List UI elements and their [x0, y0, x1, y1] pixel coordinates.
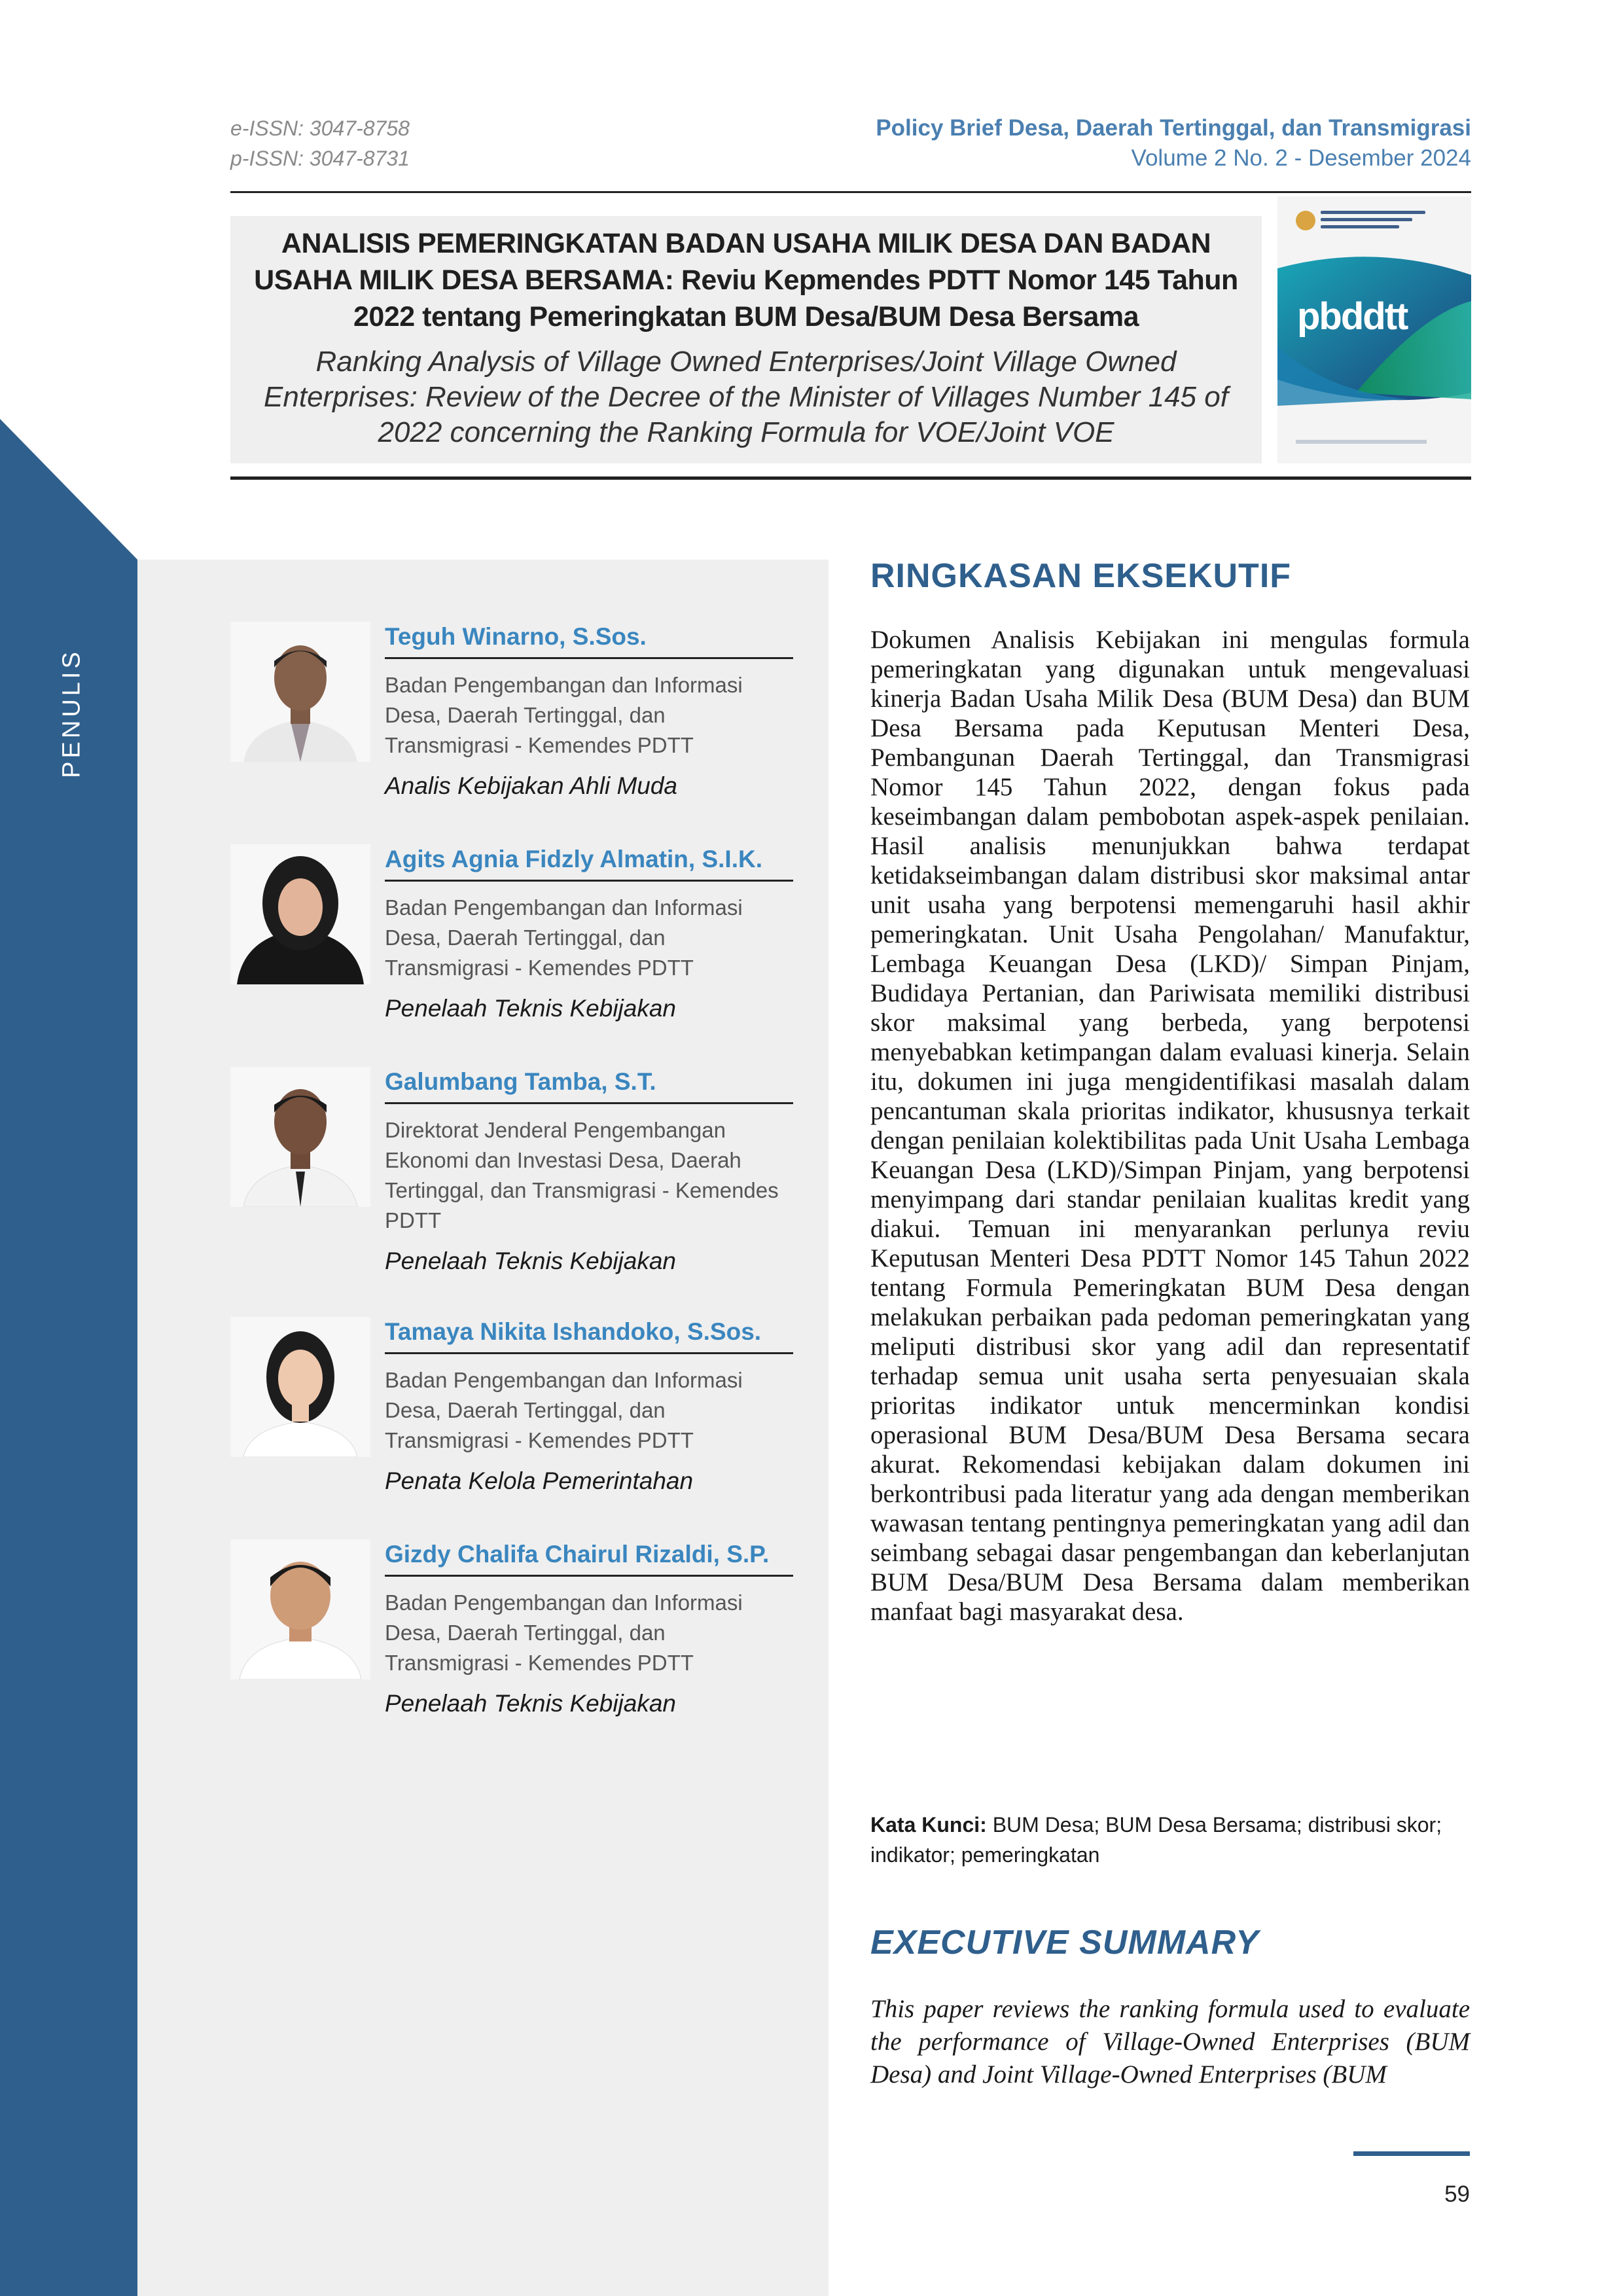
title-english: Ranking Analysis of Village Owned Enterprises/Joint Village Owned Enterprises: Review of the Decree of the Minister of Villages Number 145 of 2022 concerning the Ranking Formula for VOE/Joint VOE — [264, 346, 1228, 448]
sidebar-label: PENULIS — [58, 649, 86, 778]
journal-volume: Volume 2 No. 2 - Desember 2024 — [1131, 145, 1471, 171]
author-photo — [230, 1317, 370, 1457]
keywords — [870, 1810, 1470, 1870]
journal-cover-thumbnail — [1277, 196, 1471, 463]
author-affiliation: Badan Pengembangan dan Informasi Desa, Daerah Tertinggal, dan Transmigrasi - Kemendes PDTT — [385, 895, 743, 980]
executive-heading: EXECUTIVE SUMMARY — [870, 1924, 1259, 1962]
author-name: Tamaya Nikita Ishandoko, S.Sos. — [385, 1318, 762, 1345]
author-photo — [230, 844, 370, 984]
keywords-label: Kata Kunci: — [870, 1813, 987, 1837]
author-role: Penelaah Teknis Kebijakan — [385, 1690, 677, 1717]
page-number-bar — [1353, 2151, 1470, 2156]
author-divider — [385, 880, 793, 882]
ringkasan-heading: RINGKASAN EKSEKUTIF — [870, 557, 1292, 595]
author-role: Penelaah Teknis Kebijakan — [385, 1247, 677, 1274]
author-role: Penelaah Teknis Kebijakan — [385, 995, 677, 1022]
cover-footer-line — [1296, 440, 1427, 444]
title-rule — [230, 476, 1471, 480]
page-number: 59 — [1444, 2181, 1470, 2207]
author-role: Penata Kelola Pemerintahan — [385, 1467, 694, 1494]
author-role: Analis Kebijakan Ahli Muda — [385, 772, 677, 799]
author-photo — [230, 1067, 370, 1207]
author-divider — [385, 1575, 793, 1577]
author-affiliation: Badan Pengembangan dan Informasi Desa, Daerah Tertinggal, dan Transmigrasi - Kemendes PDTT — [385, 1590, 743, 1675]
author-divider — [385, 1102, 793, 1104]
author-name: Teguh Winarno, S.Sos. — [385, 623, 647, 650]
keywords-text: BUM Desa; BUM Desa Bersama; distribusi skor; indikator; pemeringkatan — [870, 1813, 1442, 1867]
title-block — [230, 216, 1262, 463]
sidebar-band — [0, 560, 137, 2296]
journal-title: Policy Brief Desa, Daerah Tertinggal, dan Transmigrasi — [876, 115, 1471, 141]
pissn: p-ISSN: 3047-8731 — [230, 147, 410, 170]
sidebar-triangle — [0, 419, 137, 560]
author-photo — [230, 1539, 370, 1679]
author-affiliation: Badan Pengembangan dan Informasi Desa, Daerah Tertinggal, dan Transmigrasi - Kemendes PDTT — [385, 1368, 743, 1452]
author-divider — [385, 1352, 793, 1354]
author-name: Galumbang Tamba, S.T. — [385, 1068, 656, 1095]
author-affiliation: Badan Pengembangan dan Informasi Desa, Daerah Tertinggal, dan Transmigrasi - Kemendes PDTT — [385, 673, 743, 757]
author-affiliation: Direktorat Jenderal Pengembangan Ekonomi dan Investasi Desa, Daerah Tertinggal, dan Transmigrasi - Kemendes PDTT — [385, 1118, 779, 1232]
ringkasan-body: Dokumen Analisis Kebijakan ini mengulas formula pemeringkatan yang digunakan untuk mengevaluasi kinerja Badan Usaha Milik Desa (BUM Desa) dan BUM Desa Bersama pada Keputusan Menteri Desa, Pembangunan Daerah Tertinggal, dan Transmigrasi Nomor 145 Tahun 2022, dengan fokus pada keseimbangan dalam pembobotan aspek-aspek penilaian. Hasil analisis menunjukkan bahwa terdapat ketidakseimbangan dalam distribusi skor maksimal antar unit usaha yang berpotensi memengaruhi hasil akhir pemeringkatan. Unit Usaha Pengolahan/ Manufaktur, Lembaga Keuangan Desa (LKD)/ Simpan Pinjam, Budidaya Pertanian, dan Pariwisata memiliki distribusi skor maksimal yang berbeda, yang berpotensi menyebabkan ketimpangan dalam evaluasi kinerja. Selain itu, dokumen ini juga mengidentifikasi masalah dalam pencantuman skala prioritas indikator, khususnya terkait dengan penilaian kolektibilitas pada Unit Usaha Lembaga Keuangan Desa (LKD)/Simpan Pinjam, yang berpotensi menyimpang dari standar penilaian kualitas kredit yang diakui. Temuan ini menyarankan perlunya reviu Keputusan Menteri Desa PDTT Nomor 145 Tahun 2022 tentang Formula Pemeringkatan BUM Desa dengan melakukan perbaikan pada pedoman pemeringkatan yang meliputi distribusi skor yang adil dan representatif terhadap semua unit usaha serta penyesuaian skala prioritas indikator untuk mencerminkan kondisi operasional BUM Desa/BUM Desa Bersama secara akurat. Rekomendasi kebijakan dalam dokumen ini berkontribusi pada literatur yang ada dengan memberikan wawasan tentang pentingnya pemeringkatan yang adil dan seimbang sebagai dasar pengembangan dan keberlanjutan BUM Desa/BUM Desa Bersama dalam memberikan manfaat bagi masyarakat desa. — [870, 626, 1470, 1626]
header-rule — [230, 191, 1471, 193]
author-divider — [385, 657, 793, 659]
title-indonesian: ANALISIS PEMERINGKATAN BADAN USAHA MILIK DESA DAN BADAN USAHA MILIK DESA BERSAMA: Reviu Kepmendes PDTT Nomor 145 Tahun 2022 tentang Pemeringkatan BUM Desa/BUM Desa Bersama — [254, 228, 1238, 332]
eissn: e-ISSN: 3047-8758 — [230, 117, 410, 140]
author-photo — [230, 622, 370, 762]
cover-logo: pbddtt — [1297, 295, 1408, 338]
executive-body: This paper reviews the ranking formula used to evaluate the performance of Village-Owned Enterprises (BUM Desa) and Joint Village-Owned Enterprises (BUM — [870, 1995, 1470, 2089]
author-name: Agits Agnia Fidzly Almatin, S.I.K. — [385, 846, 762, 872]
author-name: Gizdy Chalifa Chairul Rizaldi, S.P. — [385, 1541, 770, 1568]
